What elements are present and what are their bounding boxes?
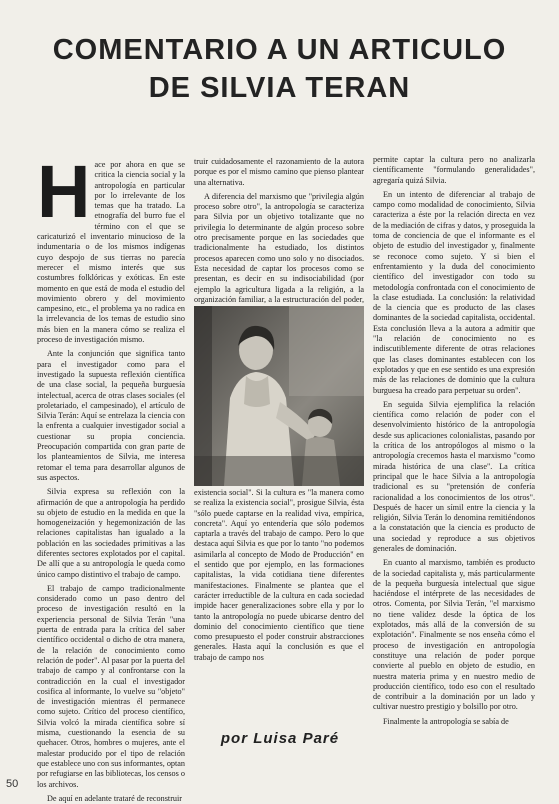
author-byline: por Luisa Paré	[220, 730, 340, 747]
article-title-line-1: COMENTARIO A UN ARTICULO	[52, 34, 507, 66]
paragraph: A diferencia del marxismo que "privilegia algún proceso sobre otro", la antropología se caracteriza para Silvia por un objetivo totalizante que no privilegia lo determinante de algún proceso sobre otro precisamente porque en las sociedades que tradicionalmente ha estudiado, los distintos procesos aparecen como uno solo y no disociados. Esta necesidad de captar los procesos como se presentan, es decir en su indisociabilidad (por ejemplo la agricultura ligada a la religión, a la organización familiar, a la estructuración del poder,	[194, 191, 364, 304]
page-number: 50	[6, 778, 19, 790]
article-column-3	[373, 155, 535, 780]
article-column-2-bottom	[194, 488, 364, 718]
paragraph: Finalmente la antropología se sabía de	[383, 716, 509, 726]
paragraph: De aquí en adelante trataré de reconstruir	[47, 793, 183, 803]
paragraph: Silvia expresa su reflexión con la afirmación de que a antropología ha perdido su objeto de estudio en la medida en que la homogeneización y hegemonización de las relaciones capitalistas han igualado a la población en las sociedades primitivas a las diferentes sectores explotados por el capital. De allí que a su antropología le queda como único campo distintivo el trabajo de campo.	[37, 487, 185, 579]
paragraph: permite captar la cultura pero no analizarla científicamente "formulando generalidades", agregaría quizá Silvia.	[373, 155, 535, 185]
paragraph: En cuanto al marxismo, también es producto de la sociedad capitalista y, más particularmente de la pequeña burguesía intelectual que sigue haciéndose el intérprete de las necesidades de otros. Comenta, por Silvia Terán, "el marxismo no tiene validez desde la óptica de los explotados, más allá de la conversión de su explotación". Finalmente se nos enseña cómo el proceso de investigación en antropología constituye una relación de poder porque convierte al pueblo en objeto de estudio, en nuestra materia prima y en nuestro medio de producción científico, todo eso con el resultado de contribuir a la dominación por un lado y cultivar nuestro prestigio y bolsillo por otro.	[373, 558, 535, 712]
article-photo	[194, 306, 364, 486]
paragraph: truir cuidadosamente el razonamiento de la autora porque es por el mismo camino que pienso plantear una alternativa.	[194, 157, 364, 187]
paragraph: En seguida Silvia ejemplifica la relación científica como relación de poder con el desenvolvimiento histórico de la antropología desde sus aplicaciones colonialistas, pasando por la crítica de los antropólogos al mismo o la antropología crecemos hasta el marxismo "como mirada histórica de una clase". La crítica principal que le hace Silvia a la antropología tradicional es su "pretensión de confería racionalidad a los conocimientos de los otros". Después de hacer un símil entre la ciencia y la religión, Silvia Terán lo denomina remitiéndonos a la constatación que la ciencia es producto de una sociedad y reproduce a sus objetivos generales de dominación.	[373, 399, 535, 553]
woman-and-child-photo	[194, 306, 364, 486]
article-title-line-2: DE SILVIA TERAN	[148, 72, 411, 104]
paragraph: ace por ahora en que se critica la ciencia social y la antropología en particular por lo irrelevante de los temas que ha tratado. La etnografía del burro fue el término con el que se caricaturizó el inventario minucioso de la indumentaria o de los mismos indígenas cuyo despojo de sus tierras no parecía merecer el mismo interés que sus costumbres folklóricas y exóticas. En este momento en que está de moda el estudio del movimiento obrero y del movimiento campesino, etc., el problema ya no radica en la irrelevancia de los temas de estudio sino más bien en la manera cómo se realiza el proceso de investigación mismo.	[37, 160, 185, 345]
paragraph: existencia social". Si la cultura es "la manera como se realiza la existencia social", prosigue Silvia, ésta "sólo puede captarse en la realidad viva, empírica, concreta". Aquí yo entendería que sólo podemos captarla a través del trabajo de campo. Pero lo que destaca aquí Silvia es que por lo tanto "no podemos asimilarla al concepto de Modo de Producción" en el sentido que por ejemplo, en las formaciones capitalistas, la vida cotidiana tiene diferentes manifestaciones. Finalmente se plantea que el carácter irreductible de la cultura en cada sociedad impide hacer generalizaciones sobre ella y por lo tanto la antropología no puede ubicarse dentro del dominio del conocimiento científico que tiene como presupuesto el poder construir abstracciones generales. Hasta aquí la conclusión es que el trabajo de campo nos	[194, 488, 364, 662]
paragraph: Ante la conjunción que significa tanto para el investigador como para el investigado la supuesta reflexión científica de una clase social, la pequeña burguesía intelectual, acerca de otras clases sociales (el proletariado, el campesinado), el artículo de Silvia Terán: Aquí se entrelaza la ciencia con la enfrenta a cualquier investigador social a cuestionar su propia conciencia. Preocupación compartida con gran parte de los planteamientos de Silvia, me interesa retomar el tema para desarrollar algunos de sus aspectos.	[37, 349, 185, 482]
paragraph: En un intento de diferenciar al trabajo de campo como modalidad de conocimiento, Silvia caracteriza a éste por la relación directa en vez de la mediación de cifras y datos, y proseguida la toma de conciencia de que el informante es el objeto de estudio del investigador y, finalmente se reconoce como sujeto. Y si bien el enfrentamiento y la duda del conocimiento científico del investigador con todo su metodología confrontada con el conocimiento de la clase estudiada. La conclusión: la relatividad de la ciencia que es producto de las clases dominantes de la sociedad capitalista, occidental. Esta conclusión lleva a la autora a admitir que "la relación de conocimiento no es indiscutiblemente diferente de otras relaciones que las clases dominantes establecen con los explotados y que en ese sentido es una expresión más de las relaciones de dominio que la cultura burguesa ha creado para perpetuar su orden".	[373, 189, 535, 395]
paragraph: El trabajo de campo tradicionalmente considerado como un paso dentro del proceso de investigación resultó en la experiencia personal de Silvia Terán "una puerta de entrada para la crítica del saber científico occidental o dicho de otra manera, de la relación de conocimiento como relación de poder". Al pasar por la puerta del trabajo de campo y al confrontarse con la contradicción en la cual el investigador cosifica al informante, lo vuelve su "objeto" de investigación mientras él permanece como sujeto. Crítico del proceso científico, Silvia volcó la mirada científica sobre sí misma, cuestionando la esencia de su quehacer. Otros, hombres o mujeres, ante el malestar producido por el tipo de relación que establece uno con sus informantes, optan por refugiarse en las bibliotecas, los censos o los archivos.	[37, 583, 186, 789]
article-column-1	[37, 150, 186, 803]
drop-cap: H	[37, 150, 91, 233]
